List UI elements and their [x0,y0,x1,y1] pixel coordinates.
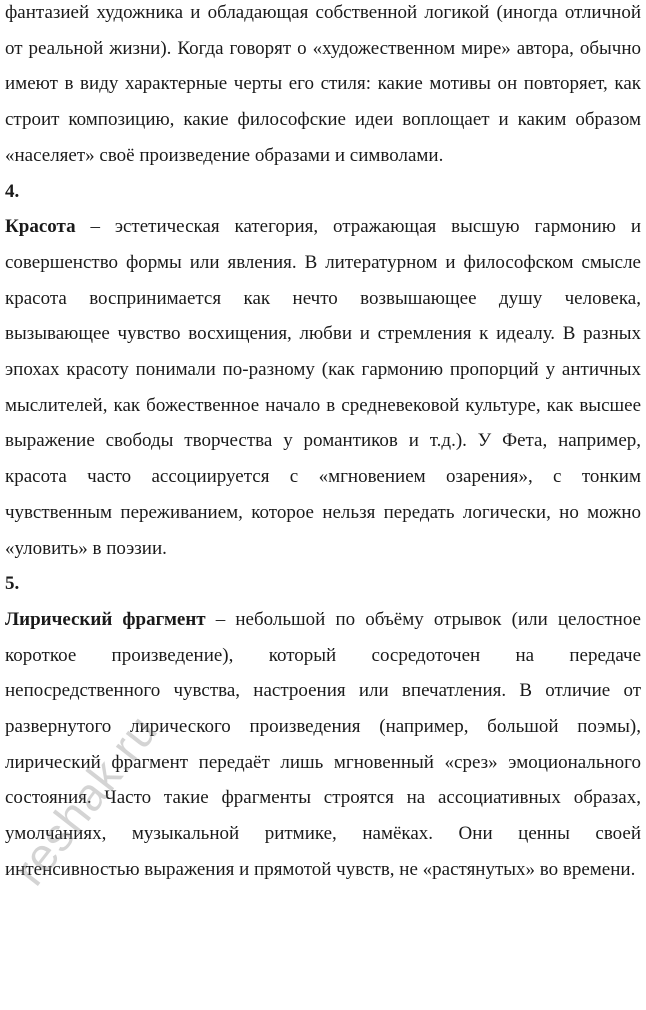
definition-paragraph [5,602,641,888]
document-page [5,0,641,888]
term-heading: Красота [5,216,76,238]
intro-paragraph: фантазией художника и обладающая собственной логикой (иногда отличной от реальной жизни). Когда говорят о «художественном мире» автора, обычно имеют в виду характерные черты его стиля: какие мотивы он повторяет, как строит композицию, какие философские идеи воплощает и каким образом «населяет» своё произведение образами и символами. [5,2,641,166]
definition-paragraph [5,209,641,566]
term-heading: Лирический фрагмент [5,608,206,630]
watermark-logo: reshak.ru [2,704,168,895]
section-number: 4. [5,180,20,202]
section-number: 5. [5,573,20,595]
definition-text: – небольшой по объёму отрывок (или целостное короткое произведение), который сосредоточен на передаче непосредственного чувства, настроения или впечатления. В отличие от развернутого лирического произведения (например, большой поэмы), лирический фрагмент передаёт лишь мгновенный «срез» эмоционального состояния. Часто такие фрагменты строятся на ассоциативных образах, умолчаниях, музыкальной ритмике, намёках. Они ценны своей интенсивностью выражения и прямотой чувств, не «растянутых» во времени. [5,608,641,880]
definition-text: – эстетическая категория, отражающая высшую гармонию и совершенство формы или явления. В литературном и философском смысле красота воспринимается как нечто возвышающее душу человека, вызывающее чувство восхищения, любви и стремления к идеалу. В разных эпохах красоту понимали по-разному (как гармонию пропорций у античных мыслителей, как божественное начало в средневековой культуре, как высшее выражение свободы творчества у романтиков и т.д.). У Фета, например, красота часто ассоциируется с «мгновением озарения», с тонким чувственным переживанием, которое нельзя передать логически, но можно «уловить» в поэзии. [5,216,641,559]
